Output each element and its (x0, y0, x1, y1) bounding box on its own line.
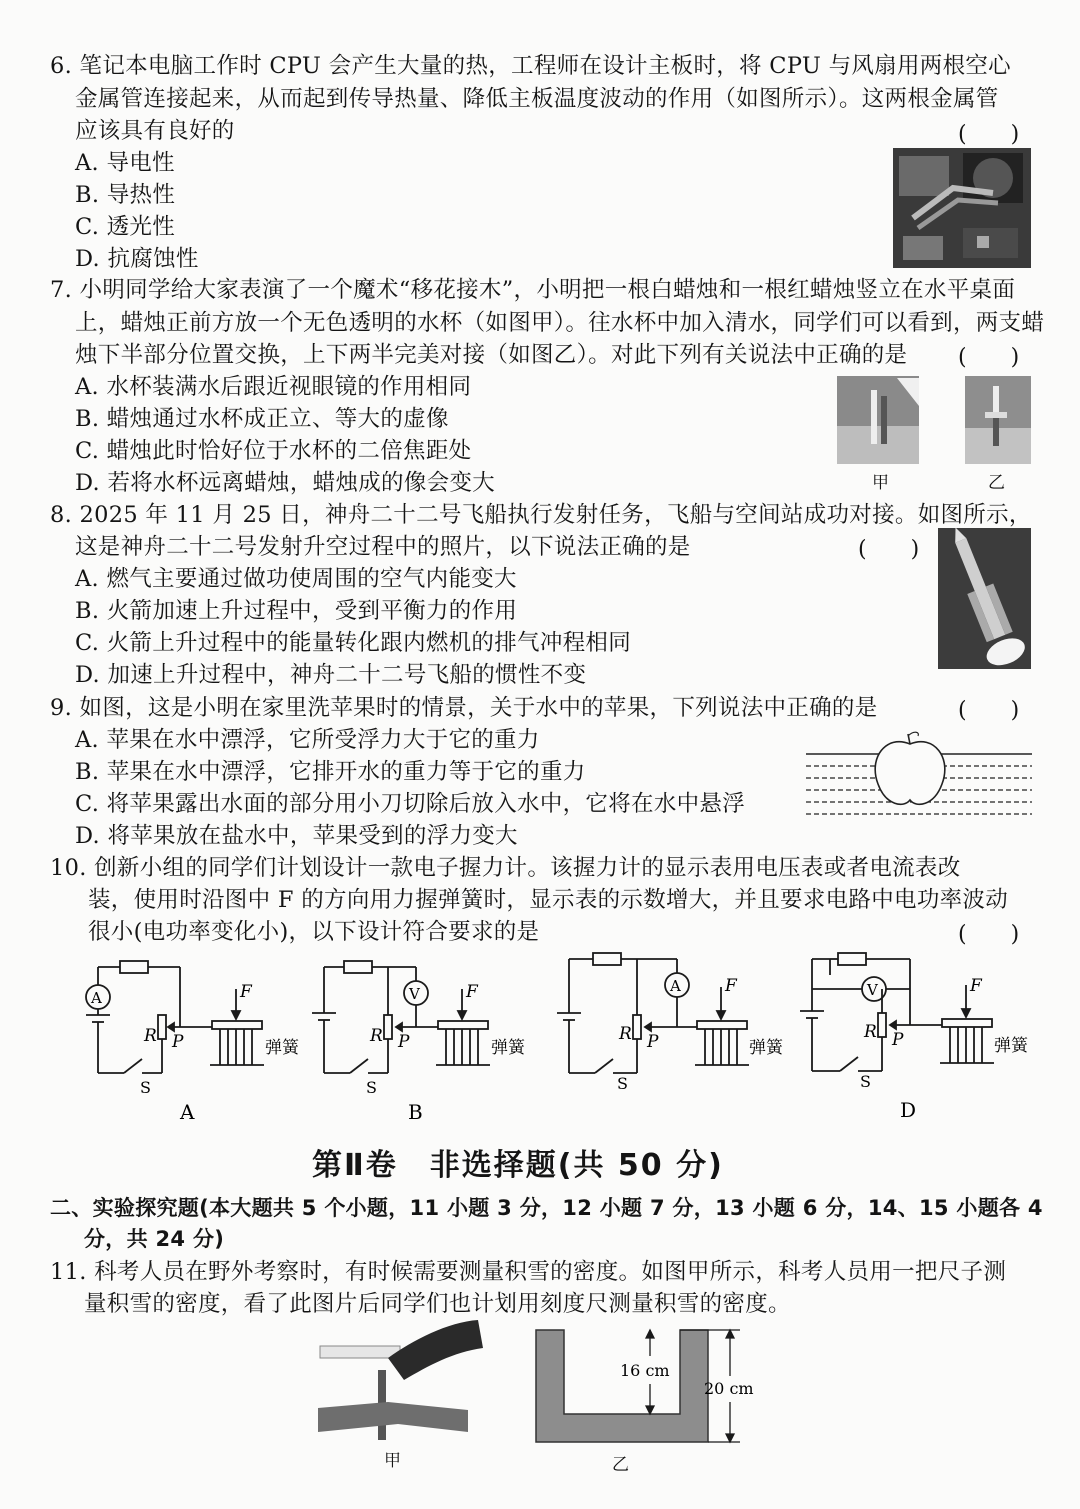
q11-figure-yi-diagram (530, 1326, 760, 1450)
q10-a-label: A (180, 1100, 195, 1124)
q9-line-1: 9. 如图，这是小明在家里洗苹果时的情景，关于水中的苹果，下列说法中正确的是 (50, 695, 878, 721)
q10-circuit-c (555, 947, 785, 1127)
q8-line-2: 这是神舟二十二号发射升空过程中的照片，以下说法正确的是 (75, 534, 691, 560)
q10-answer-paren: ( ) (958, 922, 1020, 947)
q9-apple-figure (806, 728, 1032, 824)
q10-circuit-d (798, 945, 1032, 1125)
q7-caption-jia: 甲 (872, 473, 889, 493)
q8-option-b: B. 火箭加速上升过程中，受到平衡力的作用 (75, 598, 518, 624)
q10-c-switch-label: S (617, 1074, 628, 1093)
q10-c-label: C (660, 1100, 676, 1124)
q10-c-spring-label: 弹簧 (749, 1038, 783, 1058)
q7-line-3: 烛下半部分位置交换，上下两半完美对接（如图乙）。对此下列有关说法中正确的是 (75, 342, 908, 368)
q10-d-resistor-label: R (864, 1022, 877, 1042)
q10-b-force-label: F (466, 982, 478, 1002)
q7-figure-jia (837, 376, 919, 464)
q7-option-a: A. 水杯装满水后跟近视眼镜的作用相同 (75, 374, 472, 400)
q10-d-switch-label: S (860, 1072, 871, 1091)
q7-caption-yi: 乙 (988, 473, 1005, 493)
q10-a-meter: A (91, 989, 102, 1007)
q9-answer-paren: ( ) (958, 698, 1020, 723)
q10-c-slider-label: P (647, 1032, 659, 1052)
q10-d-label: D (900, 1098, 917, 1122)
q11-caption-jia: 甲 (384, 1451, 401, 1471)
q9-option-b: B. 苹果在水中漂浮，它排开水的重力等于它的重力 (75, 759, 586, 785)
q10-b-meter: V (409, 985, 420, 1003)
q10-a-force-label: F (240, 982, 252, 1002)
q10-c-meter: A (670, 977, 681, 995)
q6-line-3: 应该具有良好的 (75, 118, 235, 144)
q10-a-resistor-label: R (144, 1026, 157, 1046)
q6-line-2: 金属管连接起来，从而起到传导热量、降低主板温度波动的作用（如图所示）。这两根金属管 (75, 86, 999, 112)
q10-b-resistor-label: R (370, 1026, 383, 1046)
q11-dim-outer: 20 cm (704, 1379, 754, 1398)
q9-option-a: A. 苹果在水中漂浮，它所受浮力大于它的重力 (75, 727, 540, 753)
q6-option-d: D. 抗腐蚀性 (75, 246, 199, 272)
q10-c-resistor-label: R (619, 1024, 632, 1044)
q6-option-c: C. 透光性 (75, 214, 176, 240)
q10-line-2: 装，使用时沿图中 F 的方向用力握弹簧时，显示表的示数增大，并且要求电路中电功率波动 (88, 887, 1009, 913)
q10-d-spring-label: 弹簧 (994, 1036, 1028, 1056)
q7-figure-yi (965, 376, 1031, 464)
q10-a-slider-label: P (172, 1032, 184, 1052)
q10-d-slider-label: P (892, 1030, 904, 1050)
q10-b-slider-label: P (398, 1032, 410, 1052)
q9-option-c: C. 将苹果露出水面的部分用小刀切除后放入水中，它将在水中悬浮 (75, 791, 746, 817)
q8-rocket-photo (938, 528, 1031, 669)
section-2-title: 第Ⅱ卷 非选择题(共 50 分) (312, 1148, 724, 1183)
q7-option-d: D. 若将水杯远离蜡烛，蜡烛成的像会变大 (75, 470, 496, 496)
q10-a-spring-label: 弹簧 (265, 1038, 299, 1058)
q10-line-3: 很小(电功率变化小)，以下设计符合要求的是 (88, 919, 540, 945)
q6-motherboard-photo (893, 148, 1031, 268)
q8-option-a: A. 燃气主要通过做功使周围的空气内能变大 (75, 566, 517, 592)
q10-circuit-a (82, 955, 302, 1125)
q6-option-b: B. 导热性 (75, 182, 176, 208)
q10-d-meter: V (867, 981, 878, 999)
q6-answer-paren: ( ) (958, 122, 1020, 147)
section-2-heading-line-2: 分，共 24 分) (84, 1227, 225, 1251)
q8-option-d: D. 加速上升过程中，神舟二十二号飞船的惯性不变 (75, 662, 587, 688)
q6-line-1: 6. 笔记本电脑工作时 CPU 会产生大量的热，工程师在设计主板时，将 CPU 与风扇用两根空心 (50, 53, 1011, 79)
q10-b-label: B (408, 1100, 423, 1124)
q10-d-force-label: F (970, 976, 982, 996)
q11-line-2: 量积雪的密度，看了此图片后同学们也计划用刻度尺测量积雪的密度。 (84, 1291, 791, 1317)
q11-line-1: 11. 科考人员在野外考察时，有时候需要测量积雪的密度。如图甲所示，科考人员用一把尺子测 (50, 1259, 1007, 1285)
q7-option-c: C. 蜡烛此时恰好位于水杯的二倍焦距处 (75, 438, 472, 464)
q9-option-d: D. 将苹果放在盐水中，苹果受到的浮力变大 (75, 823, 518, 849)
q11-figure-jia-photo (318, 1320, 483, 1440)
q7-line-2: 上，蜡烛正前方放一个无色透明的水杯（如图甲）。往水杯中加入清水，同学们可以看到，两支蜡 (75, 310, 1045, 336)
q7-option-b: B. 蜡烛通过水杯成正立、等大的虚像 (75, 406, 449, 432)
q8-option-c: C. 火箭上升过程中的能量转化跟内燃机的排气冲程相同 (75, 630, 632, 656)
q7-answer-paren: ( ) (958, 345, 1020, 370)
q10-line-1: 10. 创新小组的同学们计划设计一款电子握力计。该握力计的显示表用电压表或者电流表改 (50, 855, 961, 881)
q11-caption-yi: 乙 (612, 1455, 629, 1475)
q11-dim-inner: 16 cm (620, 1361, 670, 1380)
q7-line-1: 7. 小明同学给大家表演了一个魔术“移花接木”，小明把一根白蜡烛和一根红蜡烛竖立在水平桌面 (50, 277, 1016, 303)
q10-b-switch-label: S (366, 1078, 377, 1097)
q10-a-switch-label: S (140, 1078, 151, 1097)
q10-b-spring-label: 弹簧 (491, 1038, 525, 1058)
section-2-heading-line-1: 二、实验探究题(本大题共 5 个小题，11 小题 3 分，12 小题 7 分，13 小题 6 分，14、15 小题各 4 (50, 1196, 1043, 1220)
q10-c-force-label: F (725, 976, 737, 996)
q8-line-1: 8. 2025 年 11 月 25 日，神舟二十二号飞船执行发射任务，飞船与空间站成功对接。如图所示， (50, 502, 1032, 528)
q10-circuit-b (308, 955, 528, 1125)
q8-answer-paren: ( ) (858, 537, 920, 562)
q6-option-a: A. 导电性 (75, 150, 175, 176)
